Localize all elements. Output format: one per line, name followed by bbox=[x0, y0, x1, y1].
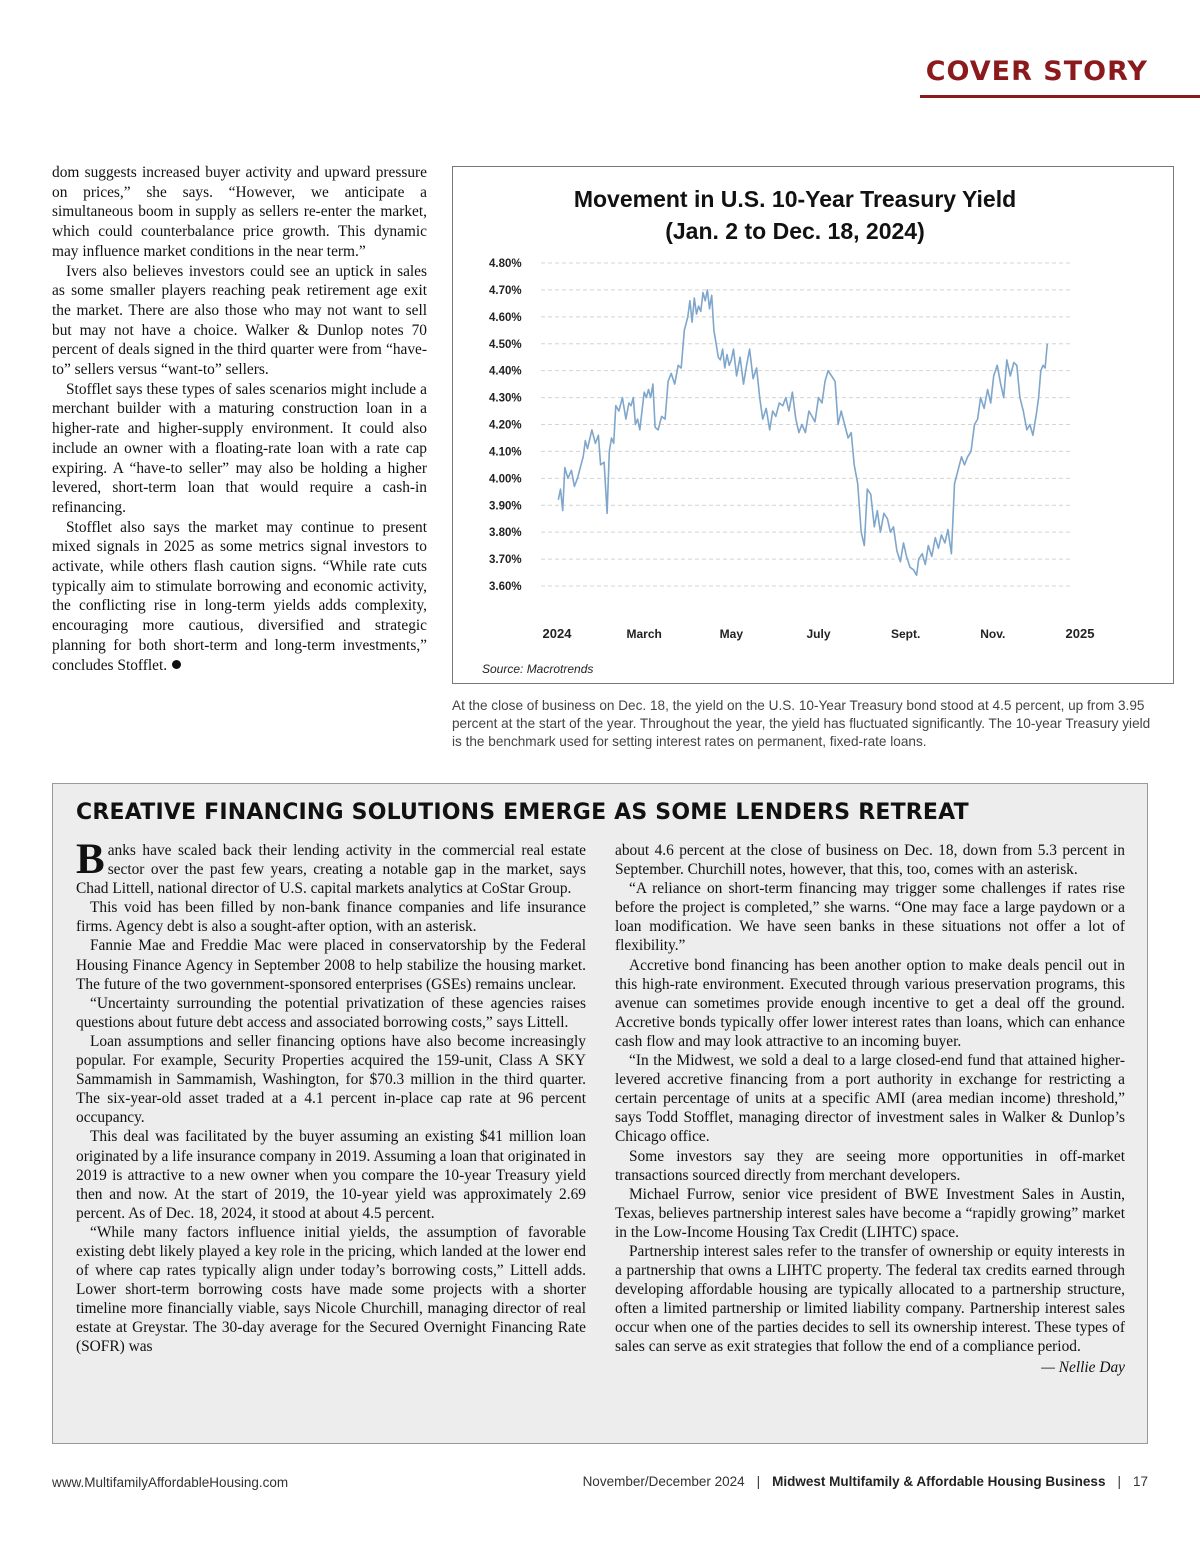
y-tick-label: 3.80% bbox=[489, 527, 522, 540]
x-tick-label: 2024 bbox=[542, 626, 572, 641]
lead-text: anks have scaled back their lending activity in the commercial real estate sector over the past few years, creating a notable gap in the market, says Chad Littell, national director of U.S. capital markets analytics at CoStar Group. bbox=[76, 842, 586, 898]
footer-separator: | bbox=[756, 1474, 761, 1489]
sidebar-title: CREATIVE FINANCING SOLUTIONS EMERGE AS SOME LENDERS RETREAT bbox=[76, 800, 969, 825]
chart-subtitle: (Jan. 2 to Dec. 18, 2024) bbox=[665, 218, 925, 244]
article-left-column bbox=[52, 163, 427, 675]
y-tick-label: 4.00% bbox=[489, 473, 522, 486]
y-tick-label: 4.10% bbox=[489, 446, 522, 459]
sidebar-paragraph: Fannie Mae and Freddie Mac were placed in conservatorship by the Federal Housing Finance Agency in September 2008 to help stabilize the housing market. The future of the two government-sponsored enterprises (GSEs) remains unclear. bbox=[76, 937, 586, 993]
sidebar-paragraph: “A reliance on short-term financing may trigger some challenges if rates rise before the project is completed,” she warns. “One may face a large paydown or a loan modification. We have seen banks in these situations not offer a lot of flexibility.” bbox=[615, 880, 1125, 955]
chart-title: Movement in U.S. 10-Year Treasury Yield bbox=[573, 186, 1017, 212]
y-tick-label: 4.70% bbox=[489, 284, 522, 297]
footer-issue: November/December 2024 bbox=[582, 1474, 745, 1489]
footer-separator: | bbox=[1117, 1474, 1121, 1489]
sidebar-paragraph: This deal was facilitated by the buyer assuming an existing $41 million loan originated by a life insurance company in 2019. Assuming a loan that originated in 2019 is attractive to a new owner when you compare the 10-year Treasury yield then and now. At the start of 2019, the 10-year yield was approximately 2.69 percent. As of Dec. 18, 2024, it stood at about 4.5 percent. bbox=[76, 1128, 586, 1222]
footer-info bbox=[583, 1474, 1148, 1489]
chart-caption: At the close of business on Dec. 18, the yield on the U.S. 10-Year Treasury bond stood at 4.5 percent, up from 3.95 percent at the start of the year. Throughout the year, the yield has fluctuated significantly. The 10-year Treasury yield is the benchmark used for setting interest rates on permanent, fixed-rate loans. bbox=[452, 698, 1151, 749]
sidebar-paragraph: Michael Furrow, senior vice president of BWE Investment Sales in Austin, Texas, believes partnership interest sales have become a “rapidly growing” market in the Low-Income Housing Tax Credit (LIHTC) space. bbox=[615, 1185, 1125, 1241]
y-tick-label: 4.50% bbox=[489, 338, 522, 351]
sidebar-paragraph: Loan assumptions and seller financing options have also become increasingly popular. For example, Security Properties acquired the 159-unit, Class A SKY Sammamish in Sammamish, Washington, for $70.3 million in the third quarter. The six-year-old asset traded at a 4.1 percent in-place cap rate at 96 percent occupancy. bbox=[76, 1032, 586, 1127]
x-tick-label: Nov. bbox=[980, 627, 1006, 641]
treasury-yield-chart bbox=[452, 166, 1174, 684]
footer-page-number: 17 bbox=[1132, 1474, 1148, 1489]
footer-website-url: www.MultifamilyAffordableHousing.com bbox=[52, 1475, 289, 1490]
chart-y-axis bbox=[489, 258, 522, 593]
footer-publication: Midwest Multifamily & Affordable Housing Business bbox=[772, 1474, 1106, 1489]
article-paragraph-last bbox=[52, 518, 427, 676]
y-tick-label: 4.80% bbox=[489, 258, 522, 270]
sidebar-paragraph: This void has been filled by non-bank finance companies and life insurance firms. Agency debt is also a sought-after option, with an asterisk. bbox=[76, 899, 586, 936]
sidebar-paragraph: “Uncertainty surrounding the potential privatization of these agencies raises questions about future debt access and associated borrowing costs,” says Littell. bbox=[76, 994, 586, 1031]
x-tick-label: 2025 bbox=[1065, 626, 1095, 641]
drop-cap: B bbox=[76, 836, 105, 883]
sidebar-paragraph: Accretive bond financing has been another option to make deals pencil out in this high-rate environment. Executed through various preservation programs, this avenue can sometimes provide enough incentive to get a deal off the ground. Accretive bonds typically offer lower interest rates than loans, which can enhance cash flow and may look attractive to an incoming buyer. bbox=[615, 956, 1125, 1050]
x-tick-label: Sept. bbox=[890, 627, 921, 641]
sidebar-paragraph: Some investors say they are seeing more opportunities in off-market transactions sourced directly from merchant developers. bbox=[615, 1147, 1125, 1184]
chart-svg bbox=[453, 167, 1173, 683]
y-tick-label: 3.60% bbox=[489, 581, 522, 593]
y-tick-label: 4.20% bbox=[489, 419, 522, 432]
article-paragraph: dom suggests increased buyer activity and upward pressure on prices,” she says. “However, we anticipate a simultaneous boom in supply as sellers re-enter the market, which could counterbalance price growth. This dynamic may influence market conditions in the near term.” bbox=[52, 164, 427, 260]
sidebar-paragraph: “While many factors influence initial yields, the assumption of favorable existing debt likely played a key role in the pricing, which landed at the lower end of where cap rates typically align under today’s borrowing costs,” Littell adds. Lower short-term borrowing costs have made some projects with a shorter timeline more financially viable, says Nicole Churchill, managing director of real estate at Greystar. The 30-day average for the Secured Overnight Financing Rate (SOFR) was bbox=[76, 1223, 586, 1356]
x-tick-label: May bbox=[719, 627, 744, 641]
sidebar-paragraph: Partnership interest sales refer to the transfer of ownership or equity interests in a partnership that owns a LIHTC property. The federal tax credits earned through developing affordable housing are typically allocated to a partnership structure, often a limited partnership or limited liability company. Partnership interest sales occur when one of the parties decides to sell its ownership interest. These types of sales can serve as exit strategies that follow the end of a compliance period. bbox=[615, 1242, 1125, 1356]
sidebar-right-column bbox=[615, 841, 1125, 1377]
sidebar-paragraph: about 4.6 percent at the close of business on Dec. 18, down from 5.3 percent in September. Churchill notes, however, that this, too, comes with an asterisk. bbox=[615, 842, 1125, 879]
chart-source: Source: Macrotrends bbox=[482, 662, 594, 676]
sidebar-box bbox=[52, 783, 1148, 1444]
y-tick-label: 3.90% bbox=[489, 500, 522, 513]
y-tick-label: 4.60% bbox=[489, 311, 522, 324]
x-tick-label: July bbox=[806, 627, 831, 641]
byline: — Nellie Day bbox=[1041, 1358, 1125, 1376]
end-bullet-icon bbox=[172, 660, 181, 669]
article-paragraph: Ivers also believes investors could see an uptick in sales as some smaller players reaching peak retirement age exit the market. There are also those who may not want to sell but may not have a choice. Walker & Dunlop notes 70 percent of deals signed in the third quarter were from “have-to” sellers versus “want-to” sellers. bbox=[52, 262, 427, 379]
y-tick-label: 3.70% bbox=[489, 554, 522, 567]
x-tick-label: March bbox=[626, 627, 662, 641]
chart-x-axis bbox=[543, 626, 1095, 641]
section-label: COVER STORY bbox=[925, 56, 1148, 87]
article-paragraph-text: Stofflet also says the market may continue to present mixed signals in 2025 as some metrics signal investors to activate, while others flash caution signs. “While rate cuts typically aim to stimulate borrowing and economic activity, the conflicting rise in long-term yields adds complexity, encouraging more cautious, diversified and strategic planning for both short-term and long-term investments,” concludes Stofflet. bbox=[52, 518, 427, 674]
y-tick-label: 4.40% bbox=[489, 365, 522, 378]
sidebar-paragraph: “In the Midwest, we sold a deal to a large closed-end fund that attained higher-levered accretive financing from a port authority in exchange for restricting a certain percentage of units at a specific AMI (area median income) threshold,” says Todd Stofflet, managing director of investment sales in Walker & Dunlop’s Chicago office. bbox=[615, 1052, 1125, 1146]
sidebar-lead-paragraph bbox=[76, 836, 586, 898]
y-tick-label: 4.30% bbox=[489, 392, 522, 405]
section-rule bbox=[920, 95, 1200, 98]
sidebar-left-column bbox=[76, 836, 586, 1357]
article-paragraph: Stofflet says these types of sales scenarios might include a merchant builder with a maturing construction loan in a higher-rate and higher-supply environment. It could also include an owner with a floating-rate loan with a rate cap expiring. A “have-to seller” may also be holding a higher levered, short-term loan that would require a cash-in refinancing. bbox=[52, 380, 427, 516]
